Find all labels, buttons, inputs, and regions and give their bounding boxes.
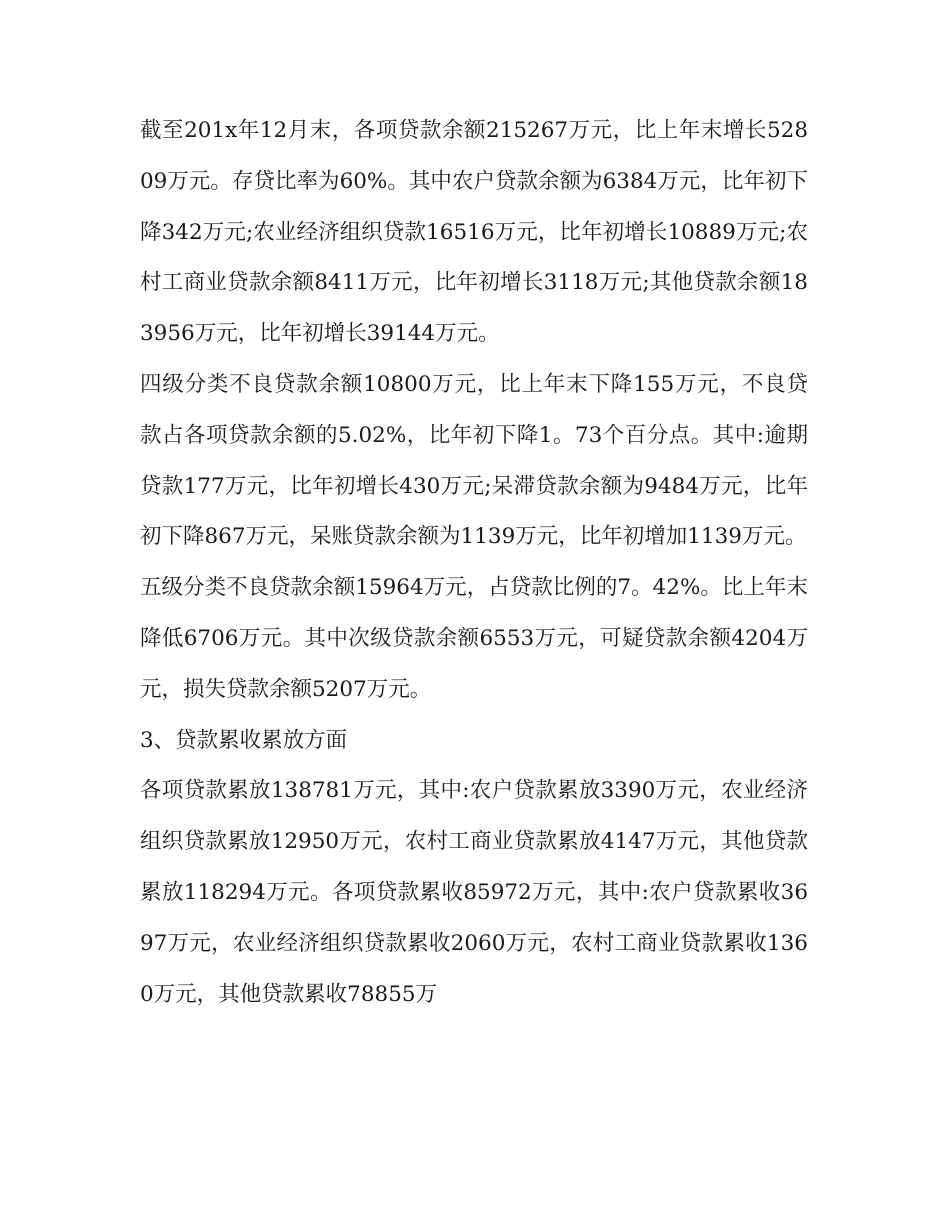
paragraph-loan-balance: 截至201x年12月末，各项贷款余额215267万元，比上年末增长52809万元。存贷比率为60%。其中农户贷款余额为6384万元，比年初下降342万元;农业经济组织贷款16516万元，比年初增长10889万元;农村工商业贷款余额8411万元，比年初增长3118万元;其他贷款余额183956万元，比年初增长39144万元。 [140,118,808,347]
paragraph-loan-disbursement: 各项贷款累放138781万元，其中:农户贷款累放3390万元，农业经济组织贷款累放12950万元，农村工商业贷款累放4147万元，其他贷款累放118294万元。各项贷款累收85972万元，其中:农户贷款累收3697万元，农业经济组织贷款累收2060万元，农村工商业贷款累收1360万元，其他贷款累收78855万 [140,778,808,1007]
document-body [140,106,808,1020]
paragraph-five-level-classification: 五级分类不良贷款余额15964万元，占贷款比例的7。42%。比上年末降低6706万元。其中次级贷款余额6553万元，可疑贷款余额4204万元，损失贷款余额5207万元。 [140,575,808,702]
section-heading-loan-disbursement: 3、贷款累收累放方面 [140,727,348,753]
paragraph-four-level-classification: 四级分类不良贷款余额10800万元，比上年末下降155万元，不良贷款占各项贷款余额的5.02%，比年初下降1。73个百分点。其中:逾期贷款177万元，比年初增长430万元;呆滞贷款余额为9484万元，比年初下降867万元，呆账贷款余额为1139万元，比年初增加1139万元。 [140,371,808,550]
